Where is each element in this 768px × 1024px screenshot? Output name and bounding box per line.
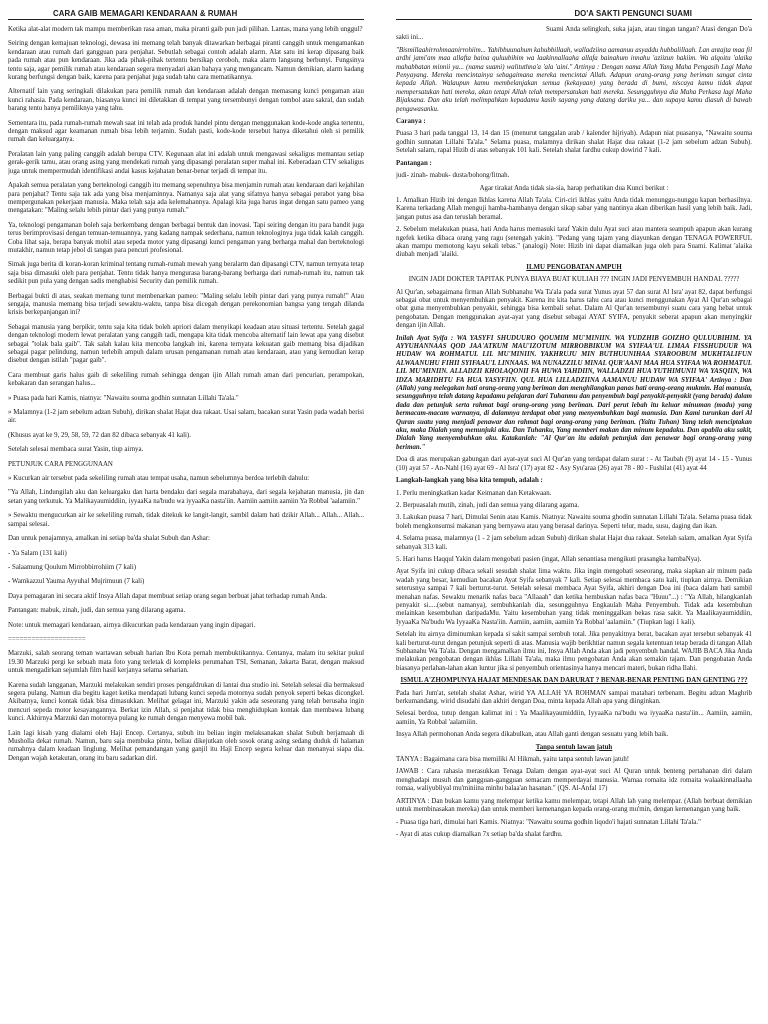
list-item: - Puasa tiga hari, dimulai hari Kamis. Niatnya: "Nawaitu souma godhin liqodo'i hajati sunnatan Lillahi Ta'ala." xyxy=(396,818,701,826)
paragraph: (Khusus ayat ke 9, 29, 58, 59, 72 dan 82 dibaca sebanyak 41 kali). xyxy=(8,431,191,439)
list-item: - Ayat di atas cukup diamalkan 7x setiap ba'da shalat fardhu. xyxy=(396,830,563,838)
list-item: 2. Sebelum melakukan puasa, hati Anda harus memasuki taraf Yakin dulu Ayat suci atau mantera seampuh apapun akan kurang ngefek ketika dibaca orang yang ragu (setengah yakin). "Pedang yang tajam yang diayunkan dengan TENAGA POWERFUL akan mampu memotong kayu sekali tebas." (analogi) Note: Hizib ini dapat diamalkan juga oleh para Suami. Kalimat 'alaika diubah menjadi 'alaiki. xyxy=(396,226,752,259)
paragraph: Peralatan lain yang paling canggih adalah berupa CTV. Kegunaan alat ini adalah untuk mengawasi sekaligus memantau setiap gerak-gerik tamu, atau orang asing yang mendekati rumah yang dipasangi peralatan super mahal ini. Keberadaan CTV sekaligus juga untuk mempermudah identifikasi andai kasus kejahatan benar-benar terjadi di tempat itu. xyxy=(8,150,364,175)
list-item: 3. Lakukan puasa 7 hari, Dimulai Senin atau Kamis. Niatnya: Nawaitu souma ghodin sunnatan Lillahi Ta'ala. Selama puasa tidak boleh mengkonsumsi makanan yang bernyawa atau yang berasal darinya. Seperti telur, madu, susu, daging dan ikan. xyxy=(396,514,752,530)
paragraph: Alternatif lain yang seringkali dilakukan para pemilik rumah dan kendaraan adalah dengan memasang kunci pengaman atau kunci rahasia. Pada kendaraan, biasanya kunci ini diletakkan di tempat yang tersembunyi dengan tombol atau sakral, dan sudah barang tentu hanya pemiliknya yang tahu. xyxy=(8,88,364,113)
prayer-text: "Ya Allah, Lindungilah aku dan keluargaku dan harta bendaku dari segala marabahaya, dari segala kejahatan manusia, jin dan setan yang terkutuk. Ya Malikayaumiddiin, iyyaaKa na'budu wa iyyaaKa nasta'iin. Aamiin aamiin aamiin Ya Robbal 'aalamiin." xyxy=(8,489,364,505)
paragraph: Ya, teknologi pengamanan boleh saja berkembang dengan berbagai bentuk dan inovasi. Tapi seiring dengan itu para bandit juga terus berimprovisasi dengan temuan-temuannya, yang kadang nampak sederhana, namun teknologinya juga tidak kalah canggih. Coba lihat saja, berapa banyak mobil atau sepeda motor yang dipasangi kunci pengaman yang berharga mahal dan berteknologi mutakhir, namun tetap jebol di tangan para pencuri profesional. xyxy=(8,221,364,254)
paragraph: Setelah itu airnya diminumkan kepada si sakit sampai sembuh total. Jika penyakitnya berat, bacakan ayat tersebut sebanyak 41 kali berturut-turut dengan petunjuk seperti di atas. Manusia wajib berikhtiar namun segala ketentuan tetap berada di tangan Allah Subhanahu Wa Ta'ala. Dengan mengamalkan ilmu ini, Insya Allah Anda akan jadi penyembuh handal. WAJIB BACA Jika Anda melakukan pengobatan dengan ikhlas Lillahi Ta'ala, maka ilmu pengobatan Anda akan semakin tajam. Dan pengobatan Anda biasanya perlahan-lahan akan luntur jika si penyembuh orientasinya hanya mencari materi, bukan ridha Ilahi. xyxy=(396,631,752,672)
list-item: 1. Perlu meningkatkan kadar Keimanan dan Ketakwaan. xyxy=(396,489,552,497)
paragraph: Doa di atas merupakan gabungan dari ayat-ayat suci Al Qur'an yang terdapat dalam surat : - At Taubah (9) ayat 14 - 15 - Yunus (10) ayat 57 - An-Nahl (16) ayat 69 - Al Isra' (17) ayat 82 - Asy Syu'araa (26) ayat 78 - 80 - Fushilat (41) ayat 44 xyxy=(396,456,752,472)
subheading: Langkah-langkah yang bisa kita tempuh, adalah : xyxy=(396,477,543,485)
paragraph: Ayat Syifa ini cukup dibaca sekali sesudah shalat lima waktu. Jika ingin mengobati seseorang, maka siapkan air minum pada wadah yang besar, kemudian bacakan Ayat Syifa sebanyak 7 kali. Setiap selesai membaca satu kali, tiupkan airnya. Demikian seterusnya sampai 7 kali berturut-turut. Setelah selesai membaca Ayat Syifa, akhiri dengan Doa ini (baca dalam hati sambil menahan nafas. Sewaktu menarik nafas baca "Allaaah" dan ketika hembuskan nafas baca "Huuu"...) : "Ya Allah, hilangkanlah penyakit si.....(sebut namanya), sembuhkanlah dia, sesungguhnya Engkaulah Maha Penyembuh. Tidak ada kesembuhan melainkan kesembuhan daripadaMu. Yaitu kesembuhan yang tidak meninggalkan bekas rasa sakit. Ya Maalikayaumiddiin, IyyaaKa Na'budu Wa IyyaaKa Nasta'iin. Aamiin, aamiin, aamiin Ya Robbal 'aalamiin." (Tiupkan lagi 1 kali). xyxy=(396,568,752,626)
paragraph: Daya pemagaran ini secara aktif Insya Allah dapat membuat setiap orang segan berbuat jahat terhadap rumah Anda. xyxy=(8,592,327,600)
paragraph: Pantangan: mabuk, zinah, judi, dan semua yang dilarang agama. xyxy=(8,607,186,615)
right-header xyxy=(396,8,752,20)
list-item: - Ya Salam (131 kali) xyxy=(8,549,67,557)
paragraph: Simak juga berita di koran-koran kriminal tentang rumah-rumah mewah yang beralarm dan dipasangi CTV, namun ternyata tetap saja bisa dimasuki oleh para penjahat. Tentu tidak hanya mengurasa barang-barang berharga dari rumah-rumah itu, namun tak sedikit pun pula yang dengan sadis menghabisi Security dan pemilik rumah. xyxy=(8,261,364,286)
paragraph: Seiring dengan kemajuan teknologi, dewasa ini memang telah banyak ditawarkan berbagai piranti canggih untuk mengamankan kendaraan atau rumah dari gangguan para penjahat. Sebutlah sebagai contoh adalah alarm. Alat satu ini kerap dipasang baik pada rumah atau pun kendaraan. Jika ada pihak-pihak tertentu bersikap ceroboh, maka alarm langsung berbunyi. Fungsinya tentu saja, agar pemilik rumah atau kendaraan segera menyadari akan bahaya yang mengancam. Namun demikian, alarm kadang kurang berfungsi dengan baik, karena para penjahat juga sudah tahu cara mematikannya. xyxy=(8,40,364,82)
list-item: - Wamkazzul Yauma Ayyuhal Mujrimuun (7 kali) xyxy=(8,578,145,586)
list-item: 5. Hari harus Haqqul Yakin dalam mengobati pasien (ingat, Allah senantiasa mengikuti prasangka hambaNya). xyxy=(396,555,702,563)
paragraph: » Malamnya (1-2 jam sebelum adzan Subuh), dirikan shalat Hajat dua rakaat. Usai salam, bacakan surat Yasin pada wadah berisi air. xyxy=(8,409,364,425)
right-column xyxy=(396,8,752,1018)
right-title: DO'A SAKTI PENGUNCI SUAMI xyxy=(574,8,692,18)
paragraph: Marzuki, salah seorang teman wartawan sebuah harian Ibu Kota pernah membuktikannya. Centanya, malam itu sekitar pukul 19.30 Marzuki pergi ke sebuah mata foto yang terletak di kompleks perumahan TSI, Semanan, Jakarta Barat, dengan maksud untuk mengadirkan sejumlah film hasil kerjanya selama seharian. xyxy=(8,650,364,675)
left-title: CARA GAIB MEMAGARI KENDARAAN & RUMAH xyxy=(53,8,238,18)
paragraph: » Sewaktu mengucurkan air ke sekeliling rumah, tidak ditekuk ke langit-langit, sambil dalam hati dzikir Allah... Allah... Allah... sampai selesai. xyxy=(8,512,364,528)
left-column xyxy=(8,8,364,1018)
paragraph: Suami Anda selingkuh, suka jajan, atau tingan tangan? Atasi dengan Do'a sakti ini... xyxy=(396,26,752,42)
paragraph: Sebagai manusia yang berpikir, tentu saja kita tidak boleh apriori dalam menyikapi keadaan atau situasi tertentu. Setelah gagal dengan teknologi modern lewat peralatan yang canggih tadi, mengapa kita tidak mencoba alternatif lain lewat apa yang disebut sebagai "tolak bala gaib". Tak salah kalau kita mencoba langkah ini, karena ternyata kekuatan gaib memang bisa dijadikan sebagai pagar pelindung, namun terlebih ampuh dalam urusan pengamanan rumah atau kendaraan, atau yang kemudian kerap disebut dengan istilah "pagar gaib". xyxy=(8,323,364,365)
section-heading: ILMU PENGOBATAN AMPUH xyxy=(526,263,622,271)
paragraph: Sementara itu, pada rumah-rumah mewah saat ini telah ada produk handel pintu dengan menggunakan kode-kode angka tertentu, dengan maksud agar keamanan rumah bisa lebih terjamin. Sudah pasti, kode-kode tersebut hanya diketahui oleh si pemilik rumah dan keluarganya. xyxy=(8,119,364,144)
subheading: Caranya : xyxy=(396,118,426,126)
paragraph: Setelah selesai membaca surat Yasin, tiup airnya. xyxy=(8,446,144,454)
paragraph: Insya Allah permohonan Anda segera dikabulkan, atau Allah ganti dengan sesuatu yang lebih baik. xyxy=(396,731,669,739)
list-item: 1. Amalkan Hizib ini dengan Ikhlas karena Allah Ta'ala. Ciri-ciri ikhlas yaitu Anda tidak menunggu-nunggu kapan berhasilnya. Karena terkadang Allah menguji hamba-hambanya dengan sikap sabar yang nantinya akan diberikan hasil yang lebih baik. Jadi, jangan putus asa dan teruslah beramal. xyxy=(396,196,752,221)
paragraph: Lain lagi kisah yang dialami oleh Haji Encep. Certanya, subuh itu beliau ingin melaksanakan shalat Subuh berjamaah di Musholla dekat rumah. Namun, baru saja membuka pintu, beliau dikejutkan oleh sosok orang asing sedang duduk di halaman rumahnya dalam keadaan linglung. Melihat pemandangan yang ganjil itu Haji Encep segera keluar dan menanyai siapa dia. Dengan wajah ketakutan, orang itu baru sadarkan diri. xyxy=(8,729,364,762)
paragraph: JAWAB : Cara rahasia merasukkan Tenaga Dalam dengan ayat-ayat suci Al Quran untuk benteng pertahanan diri dalam menghadapi musuh dan gangguan-gangguan semacam memperdayai manusia. Wamaa romaita idz romaita walaakinnallaaha romaa, waliyubliyal mu'miniina minhu balaa'an hasanan." (QS. Al-Anfal 17) xyxy=(396,768,752,793)
paragraph: Al Qur'an, sebagaimana firman Allah Subhanahu Wa Ta'ala pada surat Yunus ayat 57 dan surat Al Isra' ayat 82, dapat berfungsi sebagai obat untuk menyembuhkan penyakit. Karena itu kita harus tahu cara atau kunci menggunakan Ayat Al Qur'an sebagai obat guna menyembuhkan penyakit, sehingga bisa kembali sehat. Dalam Al Qur'an tersembunyi suatu cara yang hebat untuk pengobatan. Dengan menggunakan ayat-ayat yang disebut sebagai AYAT SYIFA, penyakit seberat apapun akan menyingkir dengan ijin Allah. xyxy=(396,288,752,330)
paragraph: Karena sudah langganan, Marzuki melakukan sendiri proses pengafdrukan di lantai dua studio ini. Setelah selesai dia bermaksud segera pulang. Namun dia begitu kaget ketika mendapati lubang kunci sepeda motornya sudah penyok seperti bekas dicongkel. Akibatnya, kunci kontak tidak bisa dimasukkan. Melihat gelagat ini, Marzuki yakin ada seseorang yang telah berusaha ingin mencuri sepeda motor kesayangannya. Berkat izin Allah, si penjahat tidak bisa menghidupkan kontak dan membawa lubang kunci. Akhirnya Marzuki dan motornya pulang ke rumah dengan menyewa mobil bak. xyxy=(8,681,364,723)
paragraph: Ketika alat-alat modern tak mampu memberikan rasa aman, maka piranti gaib pun jadi pilihan. Lantas, mana yang lebih unggul? xyxy=(8,26,363,33)
paragraph: Selesai berdoa, tutup dengan kalimat ini : Ya Maalikayaumiddiin, IyyaaKa na'budu wa iyyaaKa nasta'iin... Aamiin, aamiin, aamiin, Ya Robbal 'aalamiiin. xyxy=(396,710,752,726)
paragraph: Berbagai bukti di atas, seakan memang turut membenarkan pameo: "Maling selalu lebih pintar dari yang punya rumah!" Atau sengaja, manusia memang bisa terjadi sewaktu-waktu, tanpa bisa dicegah dengan perekonomian bangsa yang tengah dilanda krisis berkepanjangan ini? xyxy=(8,292,364,317)
paragraph: Dan untuk penajamnya, amalkan ini setiap ba'da shalat Subuh dan Ashar: xyxy=(8,535,210,543)
paragraph: Note: untuk memagari kendaraan, airnya dikucurkan pada kendaraan yang ingin dipagari. xyxy=(8,621,256,629)
list-item: 4. Selama puasa, malamnya (1 - 2 jam sebelum adzan Subuh) dirikan shalat Hajat dua rakaat. Setelah salam, amalkan Ayat Syifa sebanyak 313 kali. xyxy=(396,535,752,551)
paragraph: Agar tirakat Anda tidak sia-sia, harap perhatikan dua Kunci berikut : xyxy=(479,184,669,192)
paragraph: » Kucurkan air tersebut pada sekeliling rumah atau tempat usaha, namun sebelumnya berdoa terlebih dahulu: xyxy=(8,475,309,483)
paragraph: Apakah semua peralatan yang berteknologi canggih itu memang sepenuhnya bisa menjamin rumah atau kendaraan dari kejahilan para penjahat? Tentu saja tak ada yang bisa menjaminnya. Namanya saja alat yang sifatnya hanya sebagai perabot yang bisa mempergunakan pekerjaan manusia. Maka telah saja ada kelemahannya. Apalagi kita juga harus ingat dengan satu pameo yang mengatakan: "Maling selalu lebih pintar dari yang punya rumah." xyxy=(8,182,364,215)
paragraph: ARTINYA : Dan bukan kamu yang melempar ketika kamu melempar, tetapi Allah lah yang melempar. (Allah berbuat demikian untuk membinasakan mereka) dan untuk memberi kemenangan kepada orang-orang mu'min, dengan kemenangan yang baik. xyxy=(396,797,752,814)
paragraph: judi- zinah- mabuk- dusta/bohong/fitnah. xyxy=(396,172,510,180)
list-item: 2. Berpuasalah mutih, zinah, judi dan semua yang dilarang agama. xyxy=(396,501,580,509)
section-heading: PETUNJUK CARA PENGGUNAAN xyxy=(8,460,113,468)
paragraph: Pada hari Jum'at, setelah shalat Ashar, wirid YA ALLAH YA ROHMAN sampai matahari terbenam. Begitu adzan Maghrib berkumandang, wirid disudahi dan akhiri dengan Doa, minta kepada Allah apa yang diinginkan. xyxy=(396,689,752,706)
paragraph: » Puasa pada hari Kamis, niatnya: "Nawaitu souma godhin sunnatan Lillahi Ta'ala." xyxy=(8,394,239,402)
subheading: Pantangan : xyxy=(396,159,432,167)
paragraph: TANYA : Bagaimana cara bisa memiliki Al Hikmah, yaitu tanpa sentuh lawan jatuh! xyxy=(396,756,630,764)
section-heading: ISMUL A'ZHOMPUNYA HAJAT MENDESAK DAN DARURAT ? BENAR-BENAR PENTING DAN GENTING ??? xyxy=(400,677,748,685)
paragraph: Puasa 3 hari pada tanggal 13, 14 dan 15 (menurut tanggalan arab / kalender hijriyah). Adapun niat puasanya, "Nawaitu souma godhin sunnatan Lillahi Ta'ala." Selama puasa, malamnya dirikan shalat Hajat dua rakaat (1-2 jam sebelum adzan Subuh). Setelah salam, rapal Hizib di atas sebanyak 101 kali. Setelah shalat fardhu cukup dowirid 7 kali. xyxy=(396,130,752,155)
section-heading: Tanpa sentuh lawan jatuh xyxy=(535,743,613,751)
divider-text: ==================== xyxy=(8,635,86,643)
paragraph: INGIN JADI DOKTER TAPITAK PUNYA BIAYA BUAT KULIAH ??? INGIN JADI PENYEMBUH HANDAL ????? xyxy=(408,276,740,284)
left-header xyxy=(8,8,364,20)
list-item: - Salaamung Qoulum Mirrobbirrohiim (7 kali) xyxy=(8,563,137,571)
mantra-text: "Bismillaahirrohmaanirrohiim... Yahibbuunahum kahubbillaah, walladziina aamanuu asyaddu hubbalillaah. Lan antajta maa fil ardhi jami'am maa allafta baina quluubihim wa laakinnallaaha allafa bainahum innahu 'aziizun hakiim. Wa alqoitu 'alaika mahabbatan minnii ya... (nama suami) walituthna'a 'ala 'aini." Artinya : Dengan nama Allah Yang Maha Pengasih Lagi Maha Penyayang. Mereka mencintainya sebagaimana mereka mencintai Allah. Adapun orang-orang yang beriman sangat cinta kepada Allah. Walaupun kamu membelanjakan semua (kekayaan) yang berada di bumi, niscaya kamu tidak dapat mempersatukan hati mereka, akan tetapi Allah telah mempersatukan hati mereka. Sesungguhnya dia Maha Perkasa lagi Maha Bijaksana. Dan aku telah melimpahkan kepadamu kasih sayang yang datang dariku ya... dan supaya kamu diasuh di bawah pengawasanku. xyxy=(396,46,752,113)
ayat-syifa-text: Inilah Ayat Syifa : WA YASYFI SHUDUURO QOUMIM MU'MINIIN. WA YUDZHIB GOIZHO QULUUBIHIM. YA AYYUHANNAAS QOD JAA'ATKUM MAU'IZOTUM MIRROBBIKUM WA SYIFAA'UL LIMAA FISSHUDUUR WA HUDAW WA ROHMATUL LIL MU'MINIIN. YAKHRUJU MIN BUTHUUNIHAA SYAROOBUM MUKHTALIFUN ALWAANUHU FIHII SYIFAAU'L LINNAAS. WA NUNAZZILU MINAL QUR'AANI MAA HUA SYIFAA WA ROHMATUL LIL MU'MINIIN. ALLADZII KHOLAQONII FA HUWA YAHDIIN, WALLADZII HUA YUTHIMUNII WA YASQIIN, WA IDZA MARIDHTU FA HUA YASYFIIN. QUL HUA LILLADZIINA AAMANUU HUDAW WA SYIFAA' Artinya : Dan (Allah) yang melegakan hati orang-orang yang beriman dan menghilangkan panas hati orang-orang mukmin. Hai manusia, sesungguhnya telah datang kepadamu pelajaran dari Tuhanmu dan penyembuh bagi penyakit-penyakit (yang berada) dalam dada dan petunjuk serta rahmat bagi orang-orang yang beriman. Dari perut lebah itu keluar minuman (madu) yang bermacam-macam warnanya, di dalamnya terdapat obat yang menyembuhkan bagi manusia. Dan Kami turunkan dari Al Quran suatu yang menjadi penawar dan rahmat bagi orang-orang yang beriman. (Yaitu Tuhan) Yang telah menciptakan aku, maka Dialah yang menunjuki aku. Dan Tuhanku, Yang memberi makan dan minum kepadaku. Dan apabila aku sakit, Dialah Yang menyembuhkan aku. Katakanlah: "Al Qur'an itu adalah petunjuk dan penawar bagi orang-orang yang beriman." xyxy=(396,334,752,451)
paragraph: Cara membuat garis halus gaib di sekeliling rumah sehingga dengan ijin Allah rumah aman dari pencurian, perampokan, kebakaran dan serangan halus... xyxy=(8,371,364,388)
